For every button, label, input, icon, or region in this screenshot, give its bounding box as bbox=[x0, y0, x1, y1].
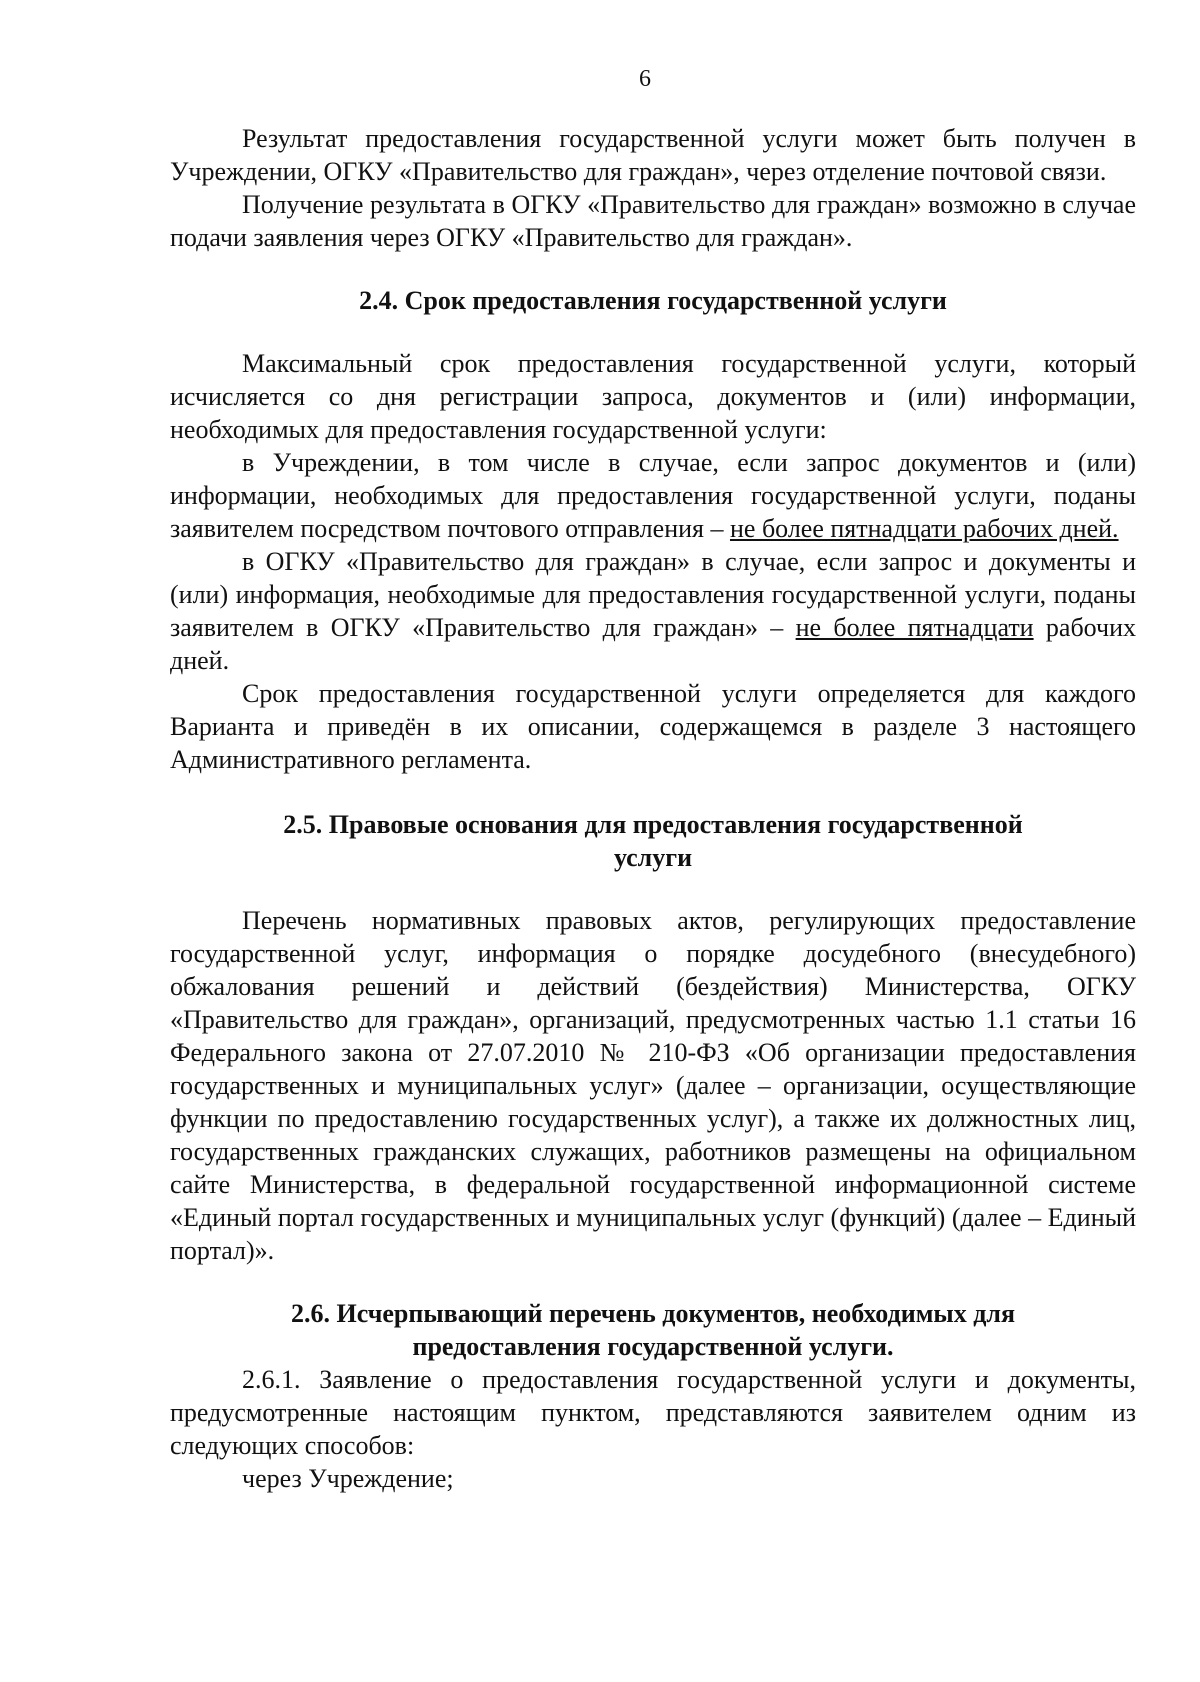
paragraph-result-ogku: Получение результата в ОГКУ «Правительство для граждан» возможно в случае подачи заявления через ОГКУ «Правительство для граждан». bbox=[170, 190, 1136, 252]
heading-2-6-line1: 2.6. Исчерпывающий перечень документов, необходимых для bbox=[290, 1299, 1016, 1328]
term-ogku-underlined: не более пятнадцати bbox=[795, 613, 1034, 642]
heading-2-5 bbox=[170, 808, 1136, 874]
page-number: 6 bbox=[639, 66, 651, 92]
heading-2-5-line1: 2.5. Правовые основания для предоставления государственной bbox=[283, 810, 1023, 839]
term-institution-underlined: не более пятнадцати рабочих дней. bbox=[729, 514, 1119, 543]
paragraph-max-term: Максимальный срок предоставления государственной услуги, который исчисляется со дня регистрации запроса, документов и (или) информации, необходимых для предоставления государственной услуги: bbox=[170, 349, 1136, 444]
paragraph-2-6-1: 2.6.1. Заявление о предоставления государственной услуги и документы, предусмотренные настоящим пунктом, представляются заявителем одним из следующих способов: bbox=[170, 1365, 1136, 1460]
paragraph-term-variant: Срок предоставления государственной услуги определяется для каждого Варианта и приведён в их описании, содержащемся в разделе 3 настоящего Административного регламента. bbox=[170, 679, 1136, 774]
heading-2-4: 2.4. Срок предоставления государственной услуги bbox=[359, 286, 947, 315]
term-ogku-text: в ОГКУ «Правительство для граждан» в случае, если запрос и документы и (или) информация, необходимые для предоставления государственной услуги, поданы заявителем в ОГКУ «Правительство для граждан» – bbox=[170, 547, 1136, 642]
document-body bbox=[170, 122, 1136, 1495]
paragraph-term-institution bbox=[170, 446, 1136, 545]
heading-2-6 bbox=[170, 1297, 1136, 1363]
term-ogku-tail: рабочих дней. bbox=[170, 613, 1136, 675]
paragraph-result-receipt: Результат предоставления государственной услуги может быть получен в Учреждении, ОГКУ «Правительство для граждан», через отделение почтовой связи. bbox=[170, 124, 1136, 186]
paragraph-legal-acts: Перечень нормативных правовых актов, регулирующих предоставление государственной услуг, информация о порядке досудебного (внесудебного) обжалования решений и действий (бездействия) Министерства, ОГКУ «Правительство для граждан», организаций, предусмотренных частью 1.1 статьи 16 Федерального закона от 27.07.2010 № 210-ФЗ «Об организации предоставления государственных и муниципальных услуг» (далее – организации, осуществляющие функции по предоставлению государственных услуг), а также их должностных лиц, государственных гражданских служащих, работников размещены на официальном сайте Министерства, в федеральной государственной информационной системе «Единый портал государственных и муниципальных услуг (функций) (далее – Единый портал)». bbox=[170, 906, 1136, 1265]
heading-2-5-line2: услуги bbox=[613, 843, 693, 872]
paragraph-via-institution: через Учреждение; bbox=[242, 1464, 454, 1493]
paragraph-term-ogku bbox=[170, 545, 1136, 677]
heading-2-6-line2: предоставления государственной услуги. bbox=[412, 1332, 894, 1361]
term-institution-text: в Учреждении, в том числе в случае, если запрос документов и (или) информации, необходимых для предоставления государственной услуги, поданы заявителем посредством почтового отправления – bbox=[170, 448, 1136, 543]
